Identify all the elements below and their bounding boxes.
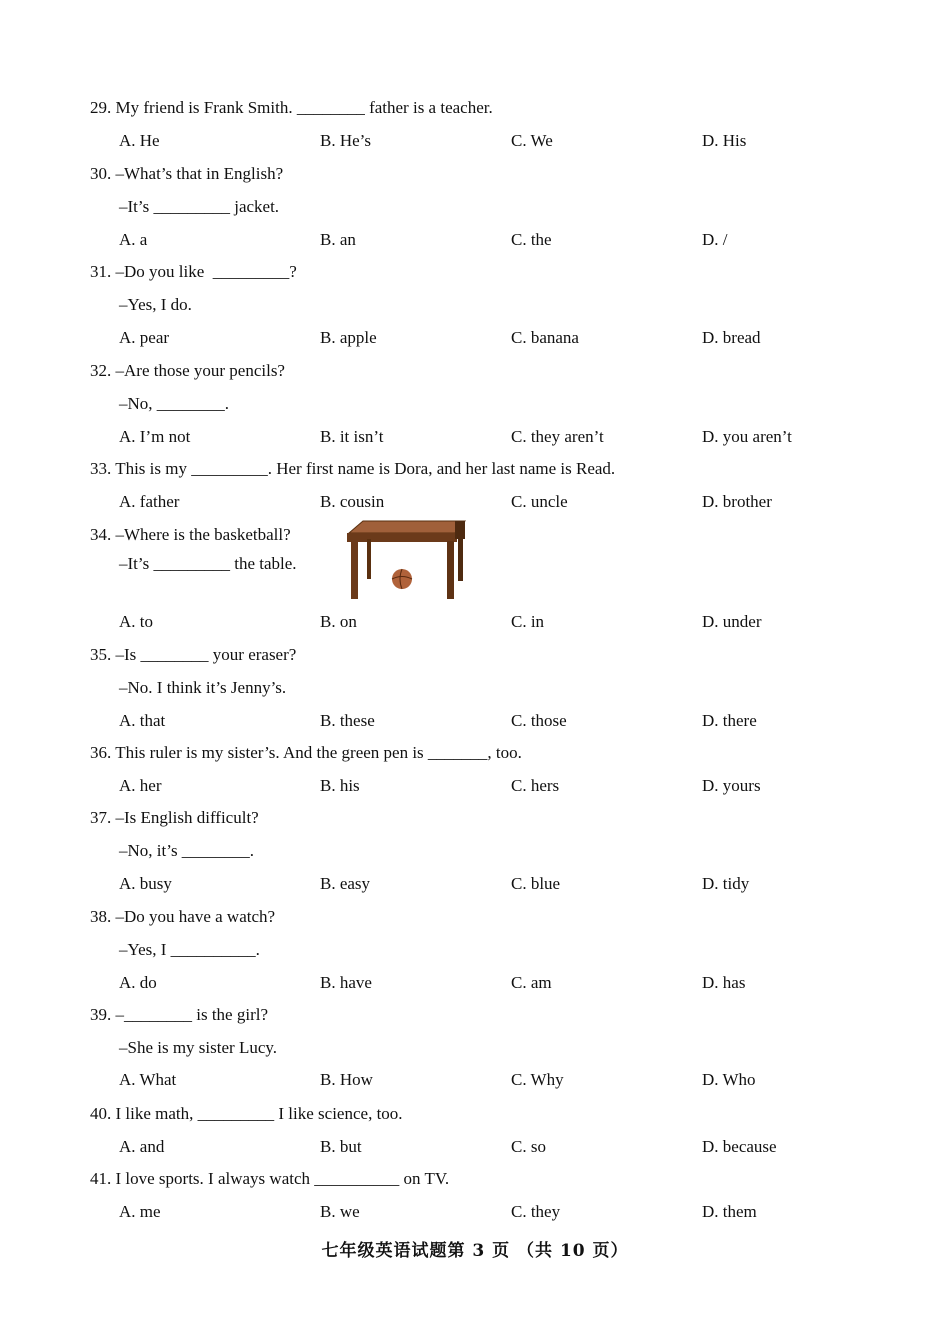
answer-option: D. Who <box>702 1070 756 1089</box>
question-text: 33. This is my _________. Her first name is Dora, and her last name is Read. <box>90 459 616 478</box>
answer-option: C. those <box>511 711 567 730</box>
answer-option: B. He’s <box>320 131 371 150</box>
question-text: 39. –________ is the girl? <box>90 1005 269 1024</box>
answer-option: A. that <box>119 711 166 730</box>
answer-option: D. there <box>702 711 757 730</box>
page-footer: 七年级英语试题第 3 页 （共 10 页） <box>321 1241 629 1261</box>
answer-option: C. banana <box>511 328 579 347</box>
question-text: 29. My friend is Frank Smith. ________ father is a teacher. <box>90 98 493 117</box>
answer-option: C. they <box>511 1202 561 1221</box>
answer-option: A. and <box>119 1137 165 1156</box>
answer-option: C. in <box>511 612 545 631</box>
question-text: 38. –Do you have a watch? <box>90 907 276 926</box>
answer-option: D. tidy <box>702 874 750 893</box>
question-text: 36. This ruler is my sister’s. And the green pen is _______, too. <box>90 743 522 762</box>
dialogue-line: –It’s _________ the table. <box>119 554 297 573</box>
answer-option: B. apple <box>320 328 377 347</box>
answer-option: D. has <box>702 973 746 992</box>
answer-option: B. an <box>320 230 356 249</box>
answer-option: A. do <box>119 973 157 992</box>
dialogue-line: –No, it’s ________. <box>119 841 255 860</box>
answer-option: D. under <box>702 612 762 631</box>
answer-option: B. but <box>320 1137 362 1156</box>
answer-option: D. them <box>702 1202 757 1221</box>
question-text: 32. –Are those your pencils? <box>90 361 285 380</box>
answer-option: B. we <box>320 1202 360 1221</box>
answer-option: B. it isn’t <box>320 427 384 446</box>
dialogue-line: –It’s _________ jacket. <box>119 197 280 216</box>
dialogue-line: –Yes, I __________. <box>119 940 260 959</box>
answer-option: A. her <box>119 776 162 795</box>
answer-option: A. a <box>119 230 148 249</box>
answer-option: B. cousin <box>320 492 385 511</box>
answer-option: D. brother <box>702 492 772 511</box>
answer-option: C. hers <box>511 776 560 795</box>
question-text: 41. I love sports. I always watch __________ on TV. <box>90 1169 450 1188</box>
dialogue-line: –She is my sister Lucy. <box>119 1038 278 1057</box>
answer-option: B. have <box>320 973 372 992</box>
answer-option: D. yours <box>702 776 761 795</box>
answer-option: D. because <box>702 1137 777 1156</box>
answer-option: C. they aren’t <box>511 427 604 446</box>
answer-option: A. He <box>119 131 160 150</box>
question-text: 34. –Where is the basketball? <box>90 525 291 544</box>
answer-option: C. am <box>511 973 552 992</box>
question-text: 30. –What’s that in English? <box>90 164 284 183</box>
answer-option: A. What <box>119 1070 177 1089</box>
answer-option: D. His <box>702 131 747 150</box>
dialogue-line: –No. I think it’s Jenny’s. <box>119 678 287 697</box>
answer-option: C. blue <box>511 874 561 893</box>
answer-option: B. on <box>320 612 357 631</box>
answer-option: B. easy <box>320 874 371 893</box>
question-text: 40. I like math, _________ I like science, too. <box>90 1104 403 1123</box>
answer-option: A. father <box>119 492 180 511</box>
answer-option: C. Why <box>511 1070 564 1089</box>
answer-option: C. so <box>511 1137 546 1156</box>
answer-option: B. these <box>320 711 375 730</box>
answer-option: A. me <box>119 1202 161 1221</box>
dialogue-line: –Yes, I do. <box>119 295 192 314</box>
answer-option: C. uncle <box>511 492 568 511</box>
answer-option: B. How <box>320 1070 373 1089</box>
answer-option: C. the <box>511 230 552 249</box>
table-with-basketball-image <box>345 519 467 601</box>
answer-option: A. busy <box>119 874 172 893</box>
answer-option: A. pear <box>119 328 170 347</box>
answer-option: A. I’m not <box>119 427 191 446</box>
question-text: 35. –Is ________ your eraser? <box>90 645 297 664</box>
question-text: 37. –Is English difficult? <box>90 808 259 827</box>
answer-option: D. bread <box>702 328 761 347</box>
answer-option: D. / <box>702 230 728 249</box>
answer-option: B. his <box>320 776 360 795</box>
answer-option: C. We <box>511 131 553 150</box>
dialogue-line: –No, ________. <box>119 394 230 413</box>
answer-option: A. to <box>119 612 153 631</box>
answer-option: D. you aren’t <box>702 427 792 446</box>
question-text: 31. –Do you like _________? <box>90 262 297 281</box>
